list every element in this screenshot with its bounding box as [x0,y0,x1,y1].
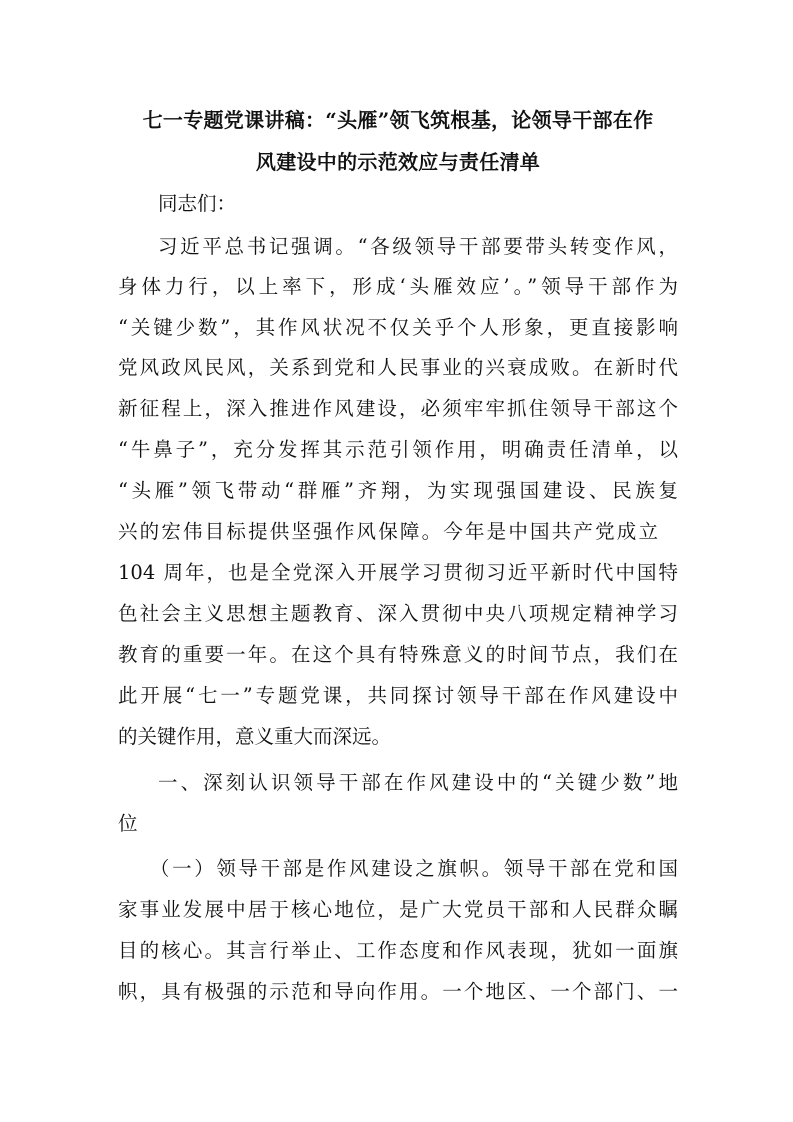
paragraph-1-line-11: 教育的重要一年。在这个具有特殊意义的时间节点，我们在 [118,643,678,666]
paragraph-1-line-7: “头雁”领飞带动“群雁”齐翔，为实现强国建设、民族复 [118,479,678,502]
paragraph-1-line-9: 104 周年，也是全党深入开展学习贯彻习近平新时代中国特 [118,561,678,584]
paragraph-1-line-4: 党风政风民风，关系到党和人民事业的兴衰成败。在新时代 [118,356,678,379]
section-heading-1-line-1: 一、深刻认识领导干部在作风建设中的“关键少数”地 [158,771,678,794]
paragraph-2-line-3: 目的核心。其言行举止、工作态度和作风表现，犹如一面旗 [118,939,678,962]
document-title-line-1: 七一专题党课讲稿：“头雁”领飞筑根基，论领导干部在作 [142,108,654,132]
paragraph-1-line-3: “关键少数”，其作风状况不仅关乎个人形象，更直接影响 [118,316,678,339]
paragraph-1-line-10: 色社会主义思想主题教育、深入贯彻中央八项规定精神学习 [118,602,678,625]
paragraph-1-line-1: 习近平总书记强调。“各级领导干部要带头转变作风， [158,235,678,258]
paragraph-1-line-8: 兴的宏伟目标提供坚强作风保障。今年是中国共产党成立 [118,520,658,543]
paragraph-1-line-2: 身体力行，以上率下，形成‘头雁效应’。”领导干部作为 [118,275,678,298]
salutation: 同志们： [158,192,237,215]
document-title-line-2: 风建设中的示范效应与责任清单 [255,150,541,174]
paragraph-1-line-6: “牛鼻子”，充分发挥其示范引领作用，明确责任清单，以 [118,438,678,461]
paragraph-2-line-4: 帜，具有极强的示范和导向作用。一个地区、一个部门、一 [118,980,678,1003]
paragraph-2-line-2: 家事业发展中居于核心地位，是广大党员干部和人民群众瞩 [118,898,678,921]
paragraph-1-line-12: 此开展“七一”专题党课，共同探讨领导干部在作风建设中 [118,684,678,707]
section-heading-1-line-2: 位 [118,812,138,835]
paragraph-1-line-13: 的关键作用，意义重大而深远。 [118,725,392,748]
paragraph-1-line-5: 新征程上，深入推进作风建设，必须牢牢抓住领导干部这个 [118,397,678,420]
paragraph-2-line-1: （一）领导干部是作风建设之旗帜。领导干部在党和国 [150,857,678,880]
